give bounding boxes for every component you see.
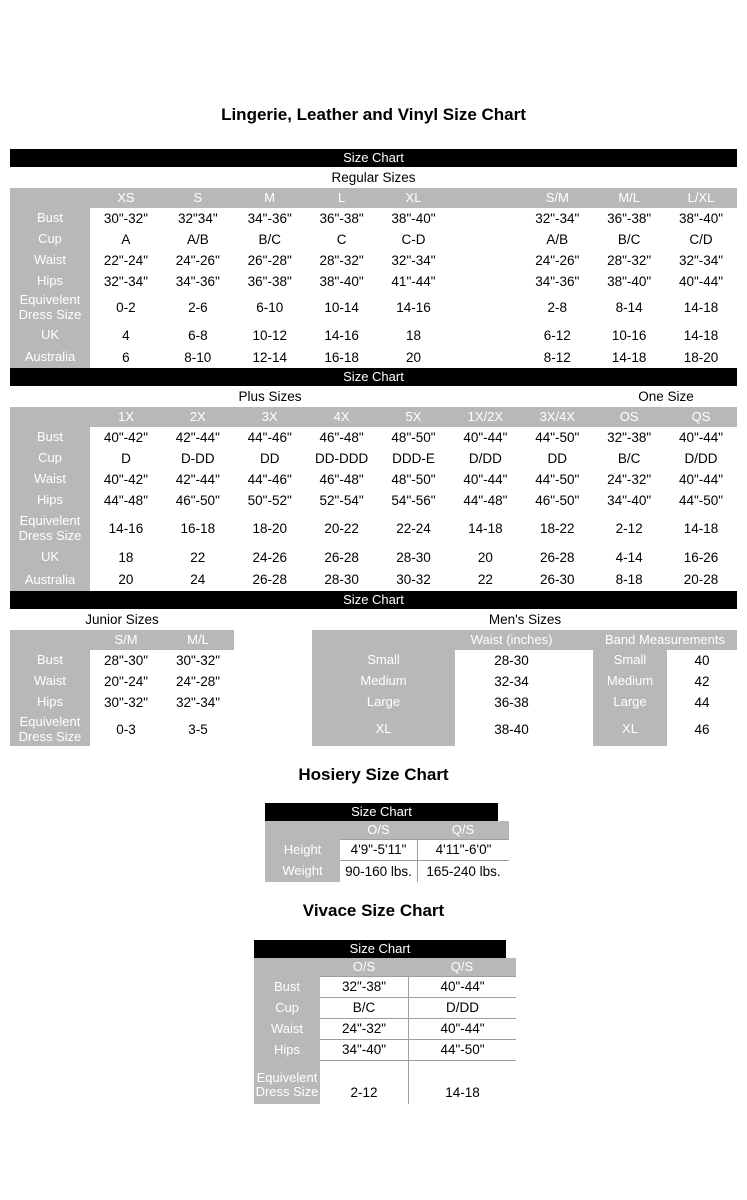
cell <box>449 250 521 271</box>
cell <box>449 292 521 324</box>
cell: 24"-32" <box>593 469 665 490</box>
column-header: M <box>234 188 306 208</box>
column-header: L <box>306 188 378 208</box>
cell: 48"-50" <box>378 427 450 448</box>
cell: 48"-50" <box>378 469 450 490</box>
cell: 20-28 <box>665 569 737 591</box>
size-chart-bar: Size Chart <box>10 368 737 386</box>
corner-cell <box>254 958 320 977</box>
cell: A <box>90 229 162 250</box>
band-row-label: Large <box>593 692 667 713</box>
cell: 40"-42" <box>90 469 162 490</box>
band-row-label: XL <box>593 713 667 746</box>
corner-cell <box>265 821 340 840</box>
cell: 32"-34" <box>90 271 162 292</box>
cell: 38"-40" <box>378 208 450 229</box>
vivace-table <box>254 958 516 1104</box>
cell: 22 <box>449 569 521 591</box>
cell: 14-18 <box>665 292 737 324</box>
cell: 22"-24" <box>90 250 162 271</box>
column-header: 3X/4X <box>521 407 593 427</box>
row-label: Hips <box>254 1040 320 1061</box>
cell: 4-14 <box>593 546 665 569</box>
cell: C/D <box>665 229 737 250</box>
vivace-title: Vivace Size Chart <box>302 901 445 920</box>
column-header: 3X <box>234 407 306 427</box>
cell: 38"-40" <box>306 271 378 292</box>
cell: 6-10 <box>234 292 306 324</box>
cell: 34"-40" <box>320 1040 408 1061</box>
cell: DD <box>521 448 593 469</box>
corner-cell <box>312 630 455 650</box>
lingerie-size-chart-section <box>10 149 737 746</box>
cell: 24"-26" <box>521 250 593 271</box>
cell: 18 <box>90 546 162 569</box>
column-header: 1X/2X <box>449 407 521 427</box>
column-header: XL <box>378 188 450 208</box>
junior-sizes-label: Junior Sizes <box>85 612 159 627</box>
column-header: S/M <box>90 630 162 650</box>
junior-mens-tables-row <box>10 630 737 746</box>
cell: 40"-42" <box>90 427 162 448</box>
row-label: Equivelent Dress Size <box>10 511 90 546</box>
column-header: O/S <box>340 821 417 840</box>
cell: 36"-38" <box>306 208 378 229</box>
cell: 32"-38" <box>593 427 665 448</box>
cell: 44"-48" <box>449 490 521 511</box>
waist-cell: 32-34 <box>455 671 568 692</box>
row-label: Hips <box>10 490 90 511</box>
cell: 6-8 <box>162 324 234 347</box>
cell: 46"-48" <box>306 427 378 448</box>
cell: 44"-48" <box>90 490 162 511</box>
cell: 24"-32" <box>320 1019 408 1040</box>
cell: 42"-44" <box>162 469 234 490</box>
band-column-header: Band Measurements <box>593 630 737 650</box>
row-label: Weight <box>265 861 340 882</box>
cell: 0-2 <box>90 292 162 324</box>
gap-cell <box>568 671 593 692</box>
cell: 46"-50" <box>162 490 234 511</box>
regular-sizes-label: Regular Sizes <box>331 170 416 185</box>
column-header: M/L <box>593 188 665 208</box>
cell: 40"-44" <box>408 977 516 998</box>
column-header: S <box>162 188 234 208</box>
size-chart-bar: Size Chart <box>265 803 498 821</box>
cell: 18-20 <box>665 347 737 368</box>
cell: 44"-50" <box>521 427 593 448</box>
cell: 3-5 <box>162 713 234 746</box>
band-cell: 46 <box>667 713 737 746</box>
band-cell: 40 <box>667 650 737 671</box>
cell: B/C <box>593 229 665 250</box>
cell: 40"-44" <box>449 427 521 448</box>
cell: 28-30 <box>378 546 450 569</box>
row-label: Australia <box>10 347 90 368</box>
cell: 44"-50" <box>521 469 593 490</box>
cell: 46"-48" <box>306 469 378 490</box>
cell: 20-22 <box>306 511 378 546</box>
cell: 34"-36" <box>521 271 593 292</box>
column-header: Q/S <box>417 821 509 840</box>
cell: 14-16 <box>90 511 162 546</box>
row-label: Bust <box>10 427 90 448</box>
waist-cell: 36-38 <box>455 692 568 713</box>
cell: D-DD <box>162 448 234 469</box>
row-label: Waist <box>254 1019 320 1040</box>
cell: 41"-44" <box>378 271 450 292</box>
cell: 32"-34" <box>162 692 234 713</box>
cell: 22-24 <box>378 511 450 546</box>
column-header: 1X <box>90 407 162 427</box>
cell: D/DD <box>449 448 521 469</box>
cell: 26-28 <box>306 546 378 569</box>
corner-cell <box>10 630 90 650</box>
cell: 18-22 <box>521 511 593 546</box>
gap-cell <box>568 713 593 746</box>
cell: 52"-54" <box>306 490 378 511</box>
cell: 14-16 <box>306 324 378 347</box>
cell: 34"-40" <box>593 490 665 511</box>
size-chart-bar: Size Chart <box>254 940 506 958</box>
row-label: Cup <box>10 448 90 469</box>
column-header: 5X <box>378 407 450 427</box>
column-header: O/S <box>320 958 408 977</box>
corner-cell <box>10 407 90 427</box>
plus-sizes-table <box>10 407 737 591</box>
cell: 26"-28" <box>234 250 306 271</box>
cell: 30"-32" <box>90 208 162 229</box>
cell <box>449 347 521 368</box>
cell: 2-6 <box>162 292 234 324</box>
mens-sizes-label: Men's Sizes <box>488 612 562 627</box>
cell: 20 <box>449 546 521 569</box>
cell: B/C <box>234 229 306 250</box>
cell: 18 <box>378 324 450 347</box>
cell: 32"34" <box>162 208 234 229</box>
cell: 8-18 <box>593 569 665 591</box>
cell: C-D <box>378 229 450 250</box>
cell: 14-18 <box>449 511 521 546</box>
column-header: XS <box>90 188 162 208</box>
page-title: Lingerie, Leather and Vinyl Size Chart <box>221 105 526 124</box>
cell: 16-18 <box>306 347 378 368</box>
size-chart-bar: Size Chart <box>10 149 737 167</box>
row-label: XL <box>312 713 455 746</box>
row-label: Bust <box>10 650 90 671</box>
row-label: Cup <box>254 998 320 1019</box>
cell: 54"-56" <box>378 490 450 511</box>
cell: 24"-26" <box>162 250 234 271</box>
cell: 20"-24" <box>90 671 162 692</box>
cell: D/DD <box>665 448 737 469</box>
cell <box>449 324 521 347</box>
cell: C <box>306 229 378 250</box>
row-label: Waist <box>10 250 90 271</box>
cell: 0-3 <box>90 713 162 746</box>
column-header: Q/S <box>408 958 516 977</box>
row-label: Bust <box>10 208 90 229</box>
row-label: Height <box>265 840 340 861</box>
cell: 40"-44" <box>665 427 737 448</box>
cell: 32"-34" <box>378 250 450 271</box>
cell: 44"-46" <box>234 469 306 490</box>
cell: 34"-36" <box>162 271 234 292</box>
vivace-size-chart-section <box>254 940 516 1104</box>
junior-mens-header-row <box>10 609 737 630</box>
cell: 28"-32" <box>593 250 665 271</box>
gap-cell <box>568 650 593 671</box>
column-header: 4X <box>306 407 378 427</box>
cell <box>449 271 521 292</box>
gap-cell <box>568 692 593 713</box>
column-header: 2X <box>162 407 234 427</box>
cell: 30"-32" <box>162 650 234 671</box>
hosiery-size-chart-section <box>265 803 509 882</box>
cell: 36"-38" <box>234 271 306 292</box>
cell: 44"-50" <box>665 490 737 511</box>
band-cell: 42 <box>667 671 737 692</box>
cell: 24 <box>162 569 234 591</box>
cell: 26-28 <box>521 546 593 569</box>
cell: 16-26 <box>665 546 737 569</box>
one-size-label: One Size <box>638 389 694 404</box>
row-label: Bust <box>254 977 320 998</box>
cell: B/C <box>320 998 408 1019</box>
column-header: L/XL <box>665 188 737 208</box>
cell: 24"-28" <box>162 671 234 692</box>
cell: 14-18 <box>665 324 737 347</box>
cell: 30"-32" <box>90 692 162 713</box>
column-header: M/L <box>162 630 234 650</box>
cell: 22 <box>162 546 234 569</box>
cell: 40"-44" <box>665 469 737 490</box>
cell: 8-14 <box>593 292 665 324</box>
cell: A/B <box>162 229 234 250</box>
column-header: S/M <box>521 188 593 208</box>
cell: 30-32 <box>378 569 450 591</box>
cell: 2-12 <box>593 511 665 546</box>
cell: 10-16 <box>593 324 665 347</box>
row-label: Medium <box>312 671 455 692</box>
corner-cell <box>10 188 90 208</box>
cell <box>449 208 521 229</box>
cell: 6-12 <box>521 324 593 347</box>
row-label: Equivelent Dress Size <box>10 713 90 746</box>
row-label: Australia <box>10 569 90 591</box>
cell: 26-30 <box>521 569 593 591</box>
cell: 8-10 <box>162 347 234 368</box>
waist-cell: 28-30 <box>455 650 568 671</box>
row-label: Small <box>312 650 455 671</box>
row-label: Waist <box>10 469 90 490</box>
cell: 12-14 <box>234 347 306 368</box>
row-label: Hips <box>10 271 90 292</box>
cell: 32"-34" <box>665 250 737 271</box>
cell: 165-240 lbs. <box>417 861 509 882</box>
header-gap <box>568 630 593 650</box>
cell: 20 <box>90 569 162 591</box>
row-label: UK <box>10 324 90 347</box>
cell: 40"-44" <box>408 1019 516 1040</box>
row-label: Large <box>312 692 455 713</box>
cell: 4 <box>90 324 162 347</box>
cell: DD <box>234 448 306 469</box>
cell: 14-18 <box>408 1061 516 1104</box>
size-chart-bar: Size Chart <box>10 591 737 609</box>
column-header: QS <box>665 407 737 427</box>
cell: 28-30 <box>306 569 378 591</box>
cell: 50"-52" <box>234 490 306 511</box>
cell: 32"-38" <box>320 977 408 998</box>
cell <box>449 229 521 250</box>
row-label: Equivelent Dress Size <box>254 1061 320 1104</box>
cell: 40"-44" <box>449 469 521 490</box>
cell: B/C <box>593 448 665 469</box>
cell: 40"-44" <box>665 271 737 292</box>
row-label: Hips <box>10 692 90 713</box>
plus-sizes-header-row <box>10 386 737 407</box>
regular-sizes-table <box>10 188 737 368</box>
cell: 44"-50" <box>408 1040 516 1061</box>
waist-cell: 38-40 <box>455 713 568 746</box>
cell: 36"-38" <box>593 208 665 229</box>
column-header: OS <box>593 407 665 427</box>
cell: 28"-30" <box>90 650 162 671</box>
band-row-label: Medium <box>593 671 667 692</box>
hosiery-table <box>265 821 509 882</box>
cell: 14-18 <box>665 511 737 546</box>
cell: 42"-44" <box>162 427 234 448</box>
cell: 16-18 <box>162 511 234 546</box>
cell: 38"-40" <box>665 208 737 229</box>
plus-sizes-label: Plus Sizes <box>238 389 302 404</box>
row-label: Waist <box>10 671 90 692</box>
cell: D <box>90 448 162 469</box>
column-header <box>449 188 521 208</box>
cell: 20 <box>378 347 450 368</box>
band-cell: 44 <box>667 692 737 713</box>
cell: 90-160 lbs. <box>340 861 417 882</box>
mens-sizes-table <box>312 630 737 746</box>
cell: 26-28 <box>234 569 306 591</box>
cell: 24-26 <box>234 546 306 569</box>
cell: 14-16 <box>378 292 450 324</box>
cell: 10-12 <box>234 324 306 347</box>
cell: 32"-34" <box>521 208 593 229</box>
cell: 18-20 <box>234 511 306 546</box>
cell: 28"-32" <box>306 250 378 271</box>
row-label: UK <box>10 546 90 569</box>
cell: DDD-E <box>378 448 450 469</box>
cell: 34"-36" <box>234 208 306 229</box>
junior-sizes-table <box>10 630 234 746</box>
cell: 38"-40" <box>593 271 665 292</box>
cell: 4'11"-6'0" <box>417 840 509 861</box>
cell: 8-12 <box>521 347 593 368</box>
regular-sizes-header-row <box>10 167 737 188</box>
band-row-label: Small <box>593 650 667 671</box>
cell: DD-DDD <box>306 448 378 469</box>
cell: A/B <box>521 229 593 250</box>
cell: 4'9"-5'11" <box>340 840 417 861</box>
cell: D/DD <box>408 998 516 1019</box>
cell: 2-8 <box>521 292 593 324</box>
cell: 2-12 <box>320 1061 408 1104</box>
row-label: Cup <box>10 229 90 250</box>
row-label: Equivelent Dress Size <box>10 292 90 324</box>
cell: 46"-50" <box>521 490 593 511</box>
cell: 10-14 <box>306 292 378 324</box>
cell: 44"-46" <box>234 427 306 448</box>
waist-column-header: Waist (inches) <box>455 630 568 650</box>
cell: 6 <box>90 347 162 368</box>
cell: 14-18 <box>593 347 665 368</box>
hosiery-title: Hosiery Size Chart <box>298 765 449 784</box>
